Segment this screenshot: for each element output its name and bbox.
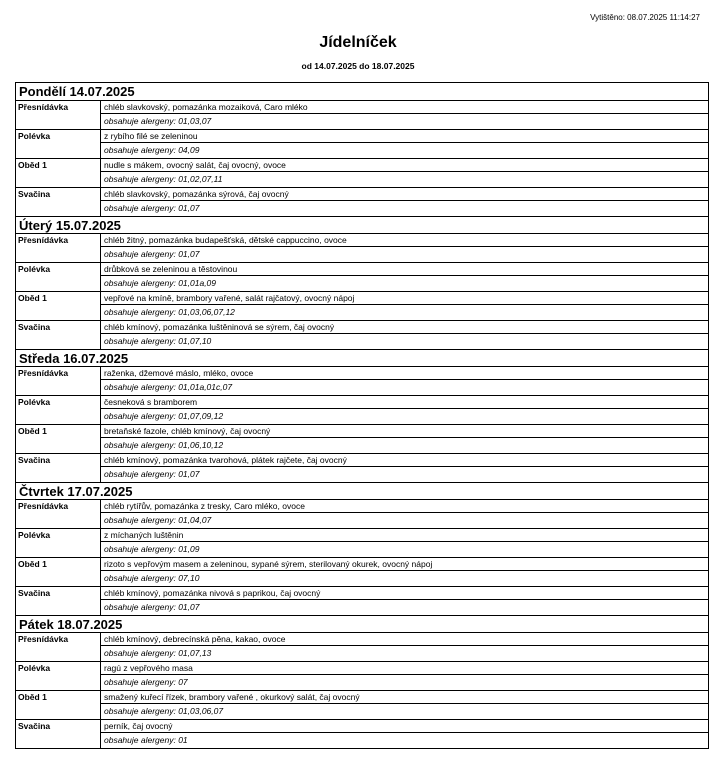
meal-allergens: obsahuje alergeny: 01,03,07 bbox=[104, 116, 212, 126]
meal-row bbox=[16, 320, 708, 349]
meal-row bbox=[16, 100, 708, 129]
meal-row bbox=[16, 366, 708, 395]
meal-description: z rybího filé se zeleninou bbox=[101, 130, 708, 143]
meal-body bbox=[101, 367, 708, 395]
meal-description: perník, čaj ovocný bbox=[101, 720, 708, 733]
meal-name: Přesnídávka bbox=[16, 234, 101, 262]
meal-row bbox=[16, 661, 708, 690]
meal-row bbox=[16, 187, 708, 216]
meal-body bbox=[101, 454, 708, 482]
meal-name: Přesnídávka bbox=[16, 500, 101, 528]
meal-name: Polévka bbox=[16, 529, 101, 557]
meal-row bbox=[16, 395, 708, 424]
meal-name: Polévka bbox=[16, 130, 101, 158]
meal-row bbox=[16, 690, 708, 719]
meal-allergens: obsahuje alergeny: 01,03,06,07 bbox=[104, 706, 224, 716]
menu-table bbox=[15, 82, 709, 749]
day-header: Středa 16.07.2025 bbox=[16, 349, 708, 366]
meal-body bbox=[101, 558, 708, 586]
meal-name: Oběd 1 bbox=[16, 425, 101, 453]
meal-description: chléb kmínový, pomazánka nivová s paprikou, čaj ovocný bbox=[101, 587, 708, 600]
meal-allergens: obsahuje alergeny: 07 bbox=[104, 677, 188, 687]
meal-allergens: obsahuje alergeny: 01,07 bbox=[104, 469, 200, 479]
meal-name: Oběd 1 bbox=[16, 292, 101, 320]
meal-name: Přesnídávka bbox=[16, 101, 101, 129]
meal-allergens: obsahuje alergeny: 01,06,10,12 bbox=[104, 440, 224, 450]
meal-description: vepřové na kmíně, brambory vařené, salát rajčatový, ovocný nápoj bbox=[101, 292, 708, 305]
meal-name: Oběd 1 bbox=[16, 159, 101, 187]
meal-row bbox=[16, 528, 708, 557]
meal-allergens: obsahuje alergeny: 01,02,07,11 bbox=[104, 174, 223, 184]
meal-allergens: obsahuje alergeny: 07,10 bbox=[104, 573, 200, 583]
meal-description: nudle s mákem, ovocný salát, čaj ovocný, ovoce bbox=[101, 159, 708, 172]
meal-name: Polévka bbox=[16, 263, 101, 291]
meal-allergens: obsahuje alergeny: 01,01a,09 bbox=[104, 278, 217, 288]
meal-row bbox=[16, 129, 708, 158]
meal-body bbox=[101, 425, 708, 453]
meal-description: chléb slavkovský, pomazánka mozaiková, Caro mléko bbox=[101, 101, 708, 114]
day-section bbox=[16, 615, 708, 748]
meal-row bbox=[16, 719, 708, 748]
meal-description: raženka, džemové máslo, mléko, ovoce bbox=[101, 367, 708, 380]
meal-allergens: obsahuje alergeny: 01,07 bbox=[104, 602, 200, 612]
meal-allergens: obsahuje alergeny: 01,07 bbox=[104, 203, 200, 213]
day-section bbox=[16, 482, 708, 615]
print-timestamp: Vytištěno: 08.07.2025 11:14:27 bbox=[590, 13, 700, 22]
day-header: Pondělí 14.07.2025 bbox=[19, 84, 135, 99]
meal-description: chléb kmínový, debrecínská pěna, kakao, ovoce bbox=[101, 633, 708, 646]
meal-description: smažený kuřecí řízek, brambory vařené , okurkový salát, čaj ovocný bbox=[101, 691, 708, 704]
meal-name: Polévka bbox=[16, 396, 101, 424]
meal-body bbox=[101, 662, 708, 690]
day-section bbox=[16, 216, 708, 349]
meal-name: Svačina bbox=[16, 188, 101, 216]
meal-description: chléb rytířův, pomazánka z tresky, Caro mléko, ovoce bbox=[101, 500, 708, 513]
meal-allergens: obsahuje alergeny: 04,09 bbox=[104, 145, 200, 155]
meal-body bbox=[101, 691, 708, 719]
meal-allergens: obsahuje alergeny: 01,07,13 bbox=[104, 648, 212, 658]
meal-name: Přesnídávka bbox=[16, 367, 101, 395]
meal-allergens: obsahuje alergeny: 01,03,06,07,12 bbox=[104, 307, 235, 317]
meal-body bbox=[101, 130, 708, 158]
page-title: Jídelníček bbox=[319, 34, 397, 51]
meal-description: chléb žitný, pomazánka budapešťská, dětské cappuccino, ovoce bbox=[101, 234, 708, 247]
day-section bbox=[16, 83, 708, 216]
meal-name: Polévka bbox=[16, 662, 101, 690]
meal-body bbox=[101, 587, 708, 615]
meal-body bbox=[101, 500, 708, 528]
meal-row bbox=[16, 291, 708, 320]
meal-allergens: obsahuje alergeny: 01,07,10 bbox=[104, 336, 212, 346]
meal-name: Svačina bbox=[16, 587, 101, 615]
meal-name: Svačina bbox=[16, 454, 101, 482]
meal-description: z míchaných luštěnin bbox=[101, 529, 708, 542]
meal-row bbox=[16, 586, 708, 615]
meal-body bbox=[101, 234, 708, 262]
meal-row bbox=[16, 424, 708, 453]
meal-row bbox=[16, 158, 708, 187]
day-section bbox=[16, 349, 708, 482]
meal-name: Oběd 1 bbox=[16, 558, 101, 586]
meal-description: ragú z vepřového masa bbox=[101, 662, 708, 675]
meal-row bbox=[16, 453, 708, 482]
meal-description: rizoto s vepřovým masem a zeleninou, sypané sýrem, sterilovaný okurek, ovocný nápoj bbox=[101, 558, 708, 571]
meal-allergens: obsahuje alergeny: 01 bbox=[104, 735, 188, 745]
meal-name: Přesnídávka bbox=[16, 633, 101, 661]
meal-row bbox=[16, 262, 708, 291]
date-range: od 14.07.2025 do 18.07.2025 bbox=[301, 61, 415, 71]
day-header: Pátek 18.07.2025 bbox=[16, 615, 708, 632]
meal-row bbox=[16, 499, 708, 528]
meal-description: chléb kmínový, pomazánka tvarohová, plátek rajčete, čaj ovocný bbox=[101, 454, 708, 467]
meal-name: Svačina bbox=[16, 720, 101, 748]
meal-description: česneková s bramborem bbox=[101, 396, 708, 409]
meal-name: Svačina bbox=[16, 321, 101, 349]
meal-allergens: obsahuje alergeny: 01,07,09,12 bbox=[104, 411, 224, 421]
meal-description: chléb kmínový, pomazánka luštěninová se sýrem, čaj ovocný bbox=[101, 321, 708, 334]
meal-body bbox=[101, 720, 708, 748]
meal-row bbox=[16, 233, 708, 262]
meal-body bbox=[101, 159, 708, 187]
meal-allergens: obsahuje alergeny: 01,07 bbox=[104, 249, 200, 259]
meal-allergens: obsahuje alergeny: 01,09 bbox=[104, 544, 200, 554]
day-header: Čtvrtek 17.07.2025 bbox=[16, 482, 708, 499]
meal-body bbox=[101, 529, 708, 557]
meal-description: drůbková se zeleninou a těstovinou bbox=[101, 263, 708, 276]
meal-body bbox=[101, 321, 708, 349]
meal-body bbox=[101, 633, 708, 661]
meal-body bbox=[101, 292, 708, 320]
meal-allergens: obsahuje alergeny: 01,01a,01c,07 bbox=[104, 382, 233, 392]
meal-row bbox=[16, 632, 708, 661]
meal-name: Oběd 1 bbox=[16, 691, 101, 719]
meal-row bbox=[16, 557, 708, 586]
meal-body bbox=[101, 263, 708, 291]
meal-body bbox=[101, 396, 708, 424]
meal-body bbox=[101, 101, 708, 129]
meal-description: bretaňské fazole, chléb kmínový, čaj ovocný bbox=[101, 425, 708, 438]
meal-body bbox=[101, 188, 708, 216]
day-header: Úterý 15.07.2025 bbox=[16, 216, 708, 233]
meal-allergens: obsahuje alergeny: 01,04,07 bbox=[104, 515, 212, 525]
meal-description: chléb slavkovský, pomazánka sýrová, čaj ovocný bbox=[101, 188, 708, 201]
